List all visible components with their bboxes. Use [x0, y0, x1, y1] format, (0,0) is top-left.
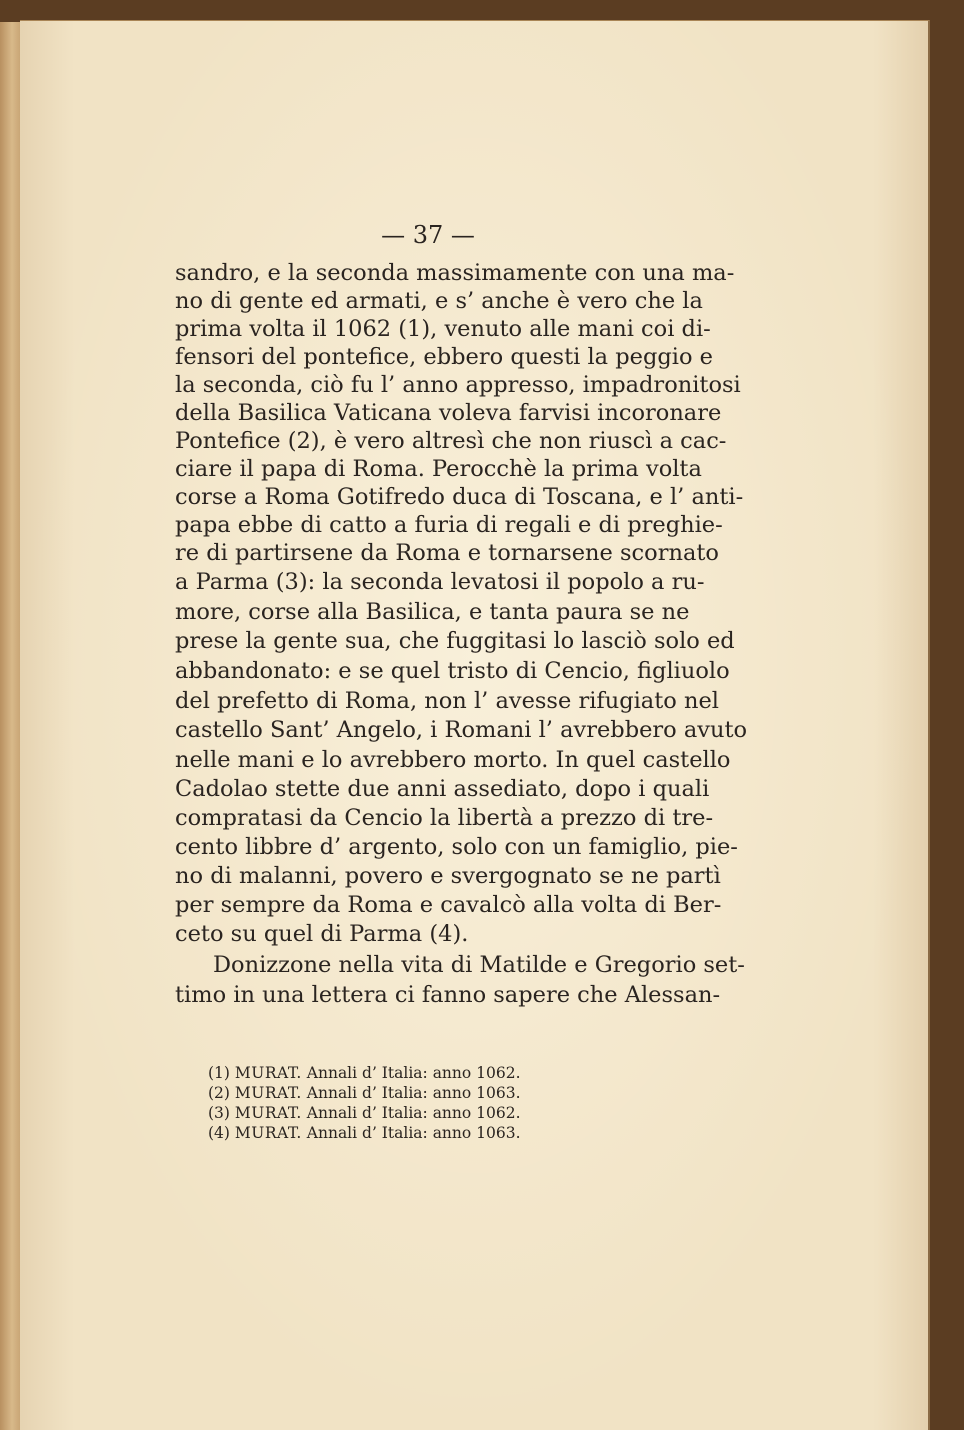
- text-line: papa ebbe di catto a furia di regali e di preghie-: [175, 512, 723, 538]
- footnote-text: Annali d’ Italia: anno 1062.: [306, 1064, 521, 1082]
- text-line: per sempre da Roma e cavalcò alla volta di Ber-: [175, 892, 722, 918]
- footnote-author: MURAT.: [234, 1084, 302, 1102]
- text-line: la seconda, ciò fu l’ anno appresso, impadronitosi: [175, 372, 741, 398]
- text-line: del prefetto di Roma, non l’ avesse rifugiato nel: [175, 688, 719, 714]
- text-line: castello Sant’ Angelo, i Romani l’ avrebbero avuto: [175, 717, 748, 743]
- text-line: Cadolao stette due anni assediato, dopo i quali: [175, 776, 710, 802]
- footnote: [208, 1123, 528, 1143]
- footnote-mark: (4): [208, 1124, 230, 1142]
- text-line: ceto su quel di Parma (4).: [175, 921, 469, 947]
- footnote-mark: (3): [208, 1104, 230, 1122]
- text-line: fensori del pontefice, ebbero questi la peggio e: [175, 344, 713, 370]
- text-line: more, corse alla Basilica, e tanta paura se ne: [175, 599, 690, 625]
- book-page: [20, 20, 930, 1430]
- text-line: Pontefice (2), è vero altresì che non riuscì a cac-: [175, 428, 727, 454]
- text-line: nelle mani e lo avrebbero morto. In quel castello: [175, 747, 731, 773]
- text-line: ciare il papa di Roma. Perocchè la prima volta: [175, 456, 702, 482]
- footnote: [208, 1063, 528, 1083]
- footnote-text: Annali d’ Italia: anno 1063.: [306, 1124, 521, 1142]
- text-line: cento libbre d’ argento, solo con un famiglio, pie-: [175, 834, 738, 860]
- text-line: re di partirsene da Roma e tornarsene scornato: [175, 540, 719, 566]
- text-line: timo in una lettera ci fanno sapere che Alessan-: [175, 982, 721, 1008]
- text-line: prese la gente sua, che fuggitasi lo lasciò solo ed: [175, 628, 735, 654]
- footnote-text: Annali d’ Italia: anno 1062.: [306, 1104, 521, 1122]
- text-line: no di malanni, povero e svergognato se ne partì: [175, 863, 721, 889]
- page-number: — 37 —: [381, 221, 475, 249]
- text-line: corse a Roma Gotifredo duca di Toscana, e l’ anti-: [175, 484, 744, 510]
- text-line: abbandonato: e se quel tristo di Cencio, figliuolo: [175, 658, 730, 684]
- text-line: compratasi da Cencio la libertà a prezzo di tre-: [175, 805, 714, 831]
- footnote: [208, 1103, 528, 1123]
- footnote-mark: (1): [208, 1064, 230, 1082]
- footnote-author: MURAT.: [234, 1104, 302, 1122]
- footnote-mark: (2): [208, 1084, 230, 1102]
- footnote-text: Annali d’ Italia: anno 1063.: [306, 1084, 521, 1102]
- text-line: a Parma (3): la seconda levatosi il popolo a ru-: [175, 569, 705, 595]
- text-line: sandro, e la seconda massimamente con una ma-: [175, 260, 735, 286]
- footnote-author: MURAT.: [234, 1064, 302, 1082]
- text-line: Donizzone nella vita di Matilde e Gregorio set-: [213, 952, 745, 978]
- text-line: no di gente ed armati, e s’ anche è vero che la: [175, 288, 703, 314]
- text-line: della Basilica Vaticana voleva farvisi incoronare: [175, 400, 722, 426]
- footnote: [208, 1083, 528, 1103]
- footnote-author: MURAT.: [234, 1124, 302, 1142]
- previous-page-edge: [0, 22, 21, 1430]
- text-line: prima volta il 1062 (1), venuto alle mani coi di-: [175, 316, 711, 342]
